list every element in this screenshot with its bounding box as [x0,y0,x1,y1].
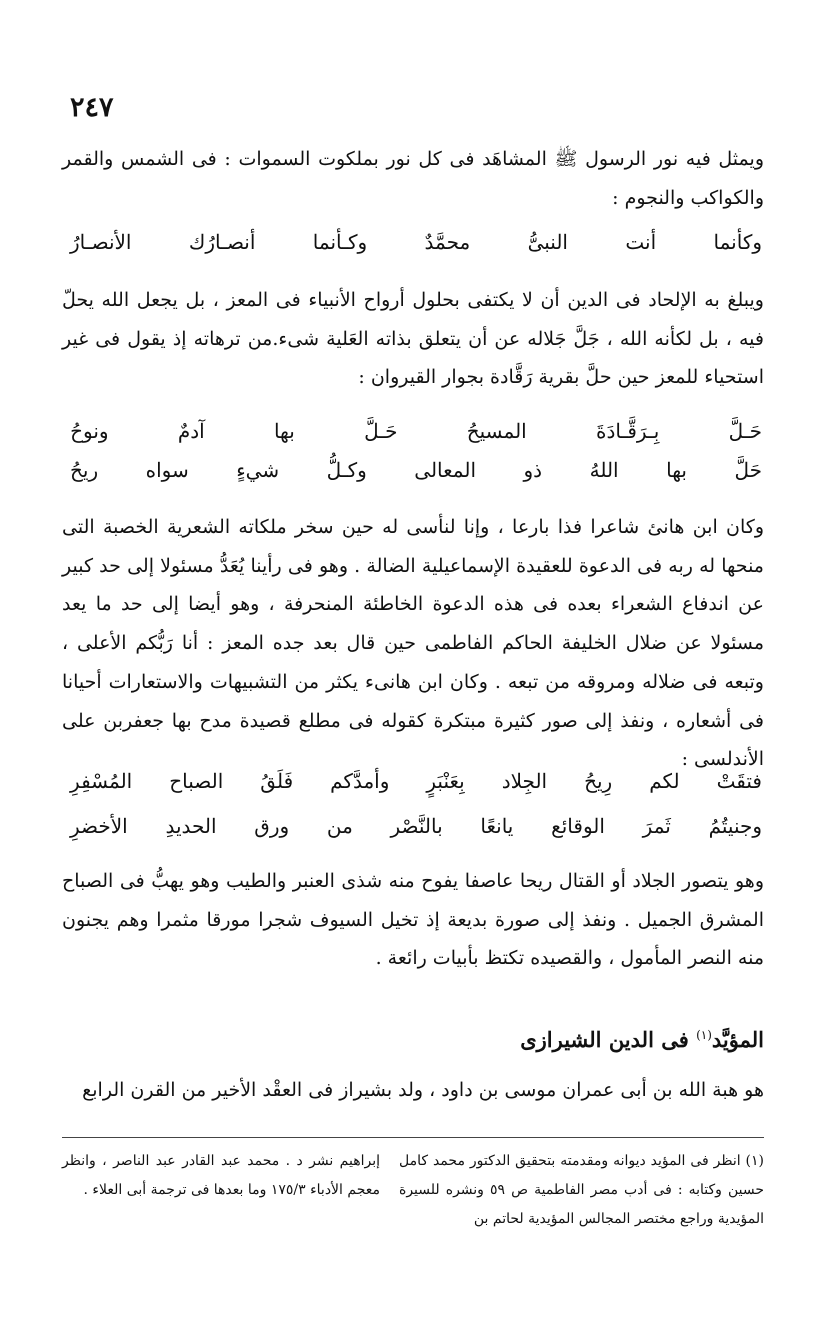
verse-word: شيءٍ [236,458,280,482]
verse-word: ثَمرَ [642,814,671,838]
verse-line-2 [70,411,762,451]
footnote-divider [62,1137,764,1138]
paragraph-4: وهو يتصور الجلاد أو القتال ريحا عاصفا يفوح منه شذى العنبر والطيب وهو يهبُّ فى الصباح المشرق الجميل . ونفذ إلى صورة بديعة إذ تخيل السيوف شجرا مورقا مثمرا وهم يجنون منه النصر المأمول ، والقصيده تكتظ بأبيات رائعة . [62,870,764,970]
verse-word: الأخضرِ [70,814,128,838]
verse-word: حَـلَّ [364,419,398,443]
verse-word: لكم [649,769,680,793]
verse-word: حَـلَّ [728,419,762,443]
verse-word: بِعَنْبَرٍ [426,769,465,793]
page-number: ٢٤٧ [70,92,114,123]
verse-word: الحديدِ [165,814,217,838]
verse-word: المُسْفِرِ [70,769,133,793]
verse-word: ريحُ [70,458,99,482]
verse-line-5 [70,806,762,846]
verse-line-4 [70,761,762,801]
verse-word: بها [666,458,687,482]
paragraph-2: ويبلغ به الإلحاد فى الدين أن لا يكتفى بحلول أرواح الأنبياء فى المعز ، بل يجعل الله يحلّ فيه ، بل لكأنه الله ، جَلَّ جَلاله عن أن يتعلق بذاته العَلية شىء.من ترهاته إذ يقول فى غير استحياء للمعز حين حلَّ بقرية رَقَّادة بجوار القيروان : [62,289,764,389]
verse-word: ورق [254,814,290,838]
verse-word: ونوحُ [70,419,109,443]
heading-title: المؤيَّد [711,1027,764,1052]
verse-word: آدمٌ [177,419,205,443]
verse-word: اللهُ [589,458,619,482]
verse-line-1 [70,222,762,262]
verse-word: الجِلاد [501,769,548,793]
verse-word: أنت [625,230,657,254]
footnote-left-column: إبراهيم نشر د . محمد عبد القادر عبد الناصر ، وانظر معجم الأدباء ١٧٥/٣ وما بعدها فى ترجمة أبى العلاء . [62,1153,380,1198]
verse-word: الوقائع [551,814,605,838]
verse-word: بها [273,419,295,443]
verse-word: فتقَتْ [716,769,762,793]
verse-word: فَلَقُ [260,769,294,793]
paragraph-1: ويمثل فيه نور الرسول ﷺ المشاهَد فى كل نور بملكوت السموات : فى الشمس والقمر والكواكب والنجوم : [62,148,764,209]
verse-word: المسيحُ [466,419,527,443]
verse-word: حَلَّ [734,458,762,482]
heading-rest: فى الدين الشيرازى [520,1027,689,1052]
verse-word: من [326,814,353,838]
verse-word: رِيحُ [584,769,613,793]
verse-word: محمَّدٌ [424,230,471,254]
verse-word: وكأنما [713,230,762,254]
verse-line-3 [70,450,762,490]
verse-word: بِـرَقَّـادَةَ [596,419,660,443]
footnote-marker: (١) [696,1028,712,1042]
paragraph-3: وكان ابن هانئ شاعرا فذا بارعا ، وإنا لنأسى له حين سخر ملكاته الشعرية الخصبة التى منحها له ربه فى الدعوة للعقيدة الإسماعيلية الضالة . وهو فى رأينا يُعَدُّ مسئولا إلى حد كبير عن اندفاع الشعراء بعده فى هذه الدعوة الخاطئة المنحرفة ، وهو أيضا إلى حد ما يعد مسئولا عن ضلال الخليفة الحاكم الفاطمى حين قال بعد جده المعز : أنا رَبُّكم الأعلى ، وتبعه فى ضلاله ومروقه من تبعه . وكان ابن هانىء يكثر من التشبيهات والاستعارات أحيانا فى أشعاره ، ونفذ إلى صور كثيرة مبتكرة كقوله فى مطلع قصيدة مدح بها جعفربن على الأندلسى : [62,516,764,771]
verse-word: يانعًا [480,814,514,838]
verse-word: المعالى [414,458,477,482]
verse-word: أنصـارُك [188,230,256,254]
verse-word: الصباح [169,769,224,793]
verse-word: بالنَّصْر [390,814,443,838]
verse-word: وكـلُّ [326,458,367,482]
verse-word: ذو [523,458,543,482]
verse-word: النبىُّ [527,230,568,254]
verse-word: وكـأنما [312,230,368,254]
verse-word: وجنيتُمُ [708,814,762,838]
section-heading [520,1027,764,1052]
verse-word: سواه [145,458,189,482]
paragraph-5: هو هبة الله بن أبى عمران موسى بن داود ، ولد بشيراز فى العقْد الأخير من القرن الرابع [82,1079,764,1101]
verse-word: وأمدَّكم [330,769,390,793]
verse-word: الأنصـارُ [70,230,132,254]
footnote-right-column: (١) انظر فى المؤيد ديوانه ومقدمته بتحقيق الدكتور محمد كامل حسين وكتابه : فى أدب مصر الفاطمية ص ٥٩ ونشره للسيرة المؤيدية وراجع مختصر المجالس المؤيدية لحاتم بن [399,1153,764,1227]
